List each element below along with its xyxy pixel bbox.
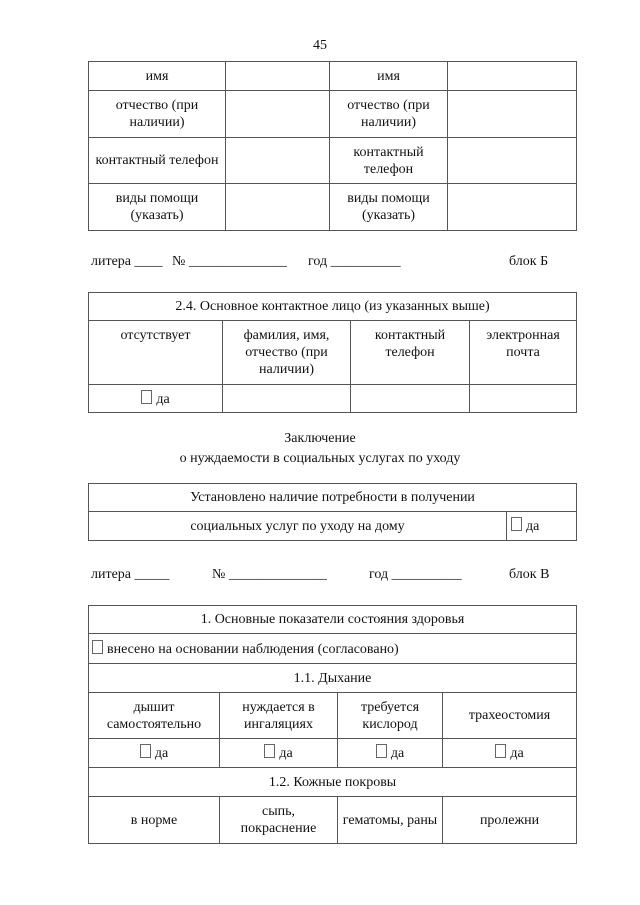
label-name-left: имя	[89, 62, 226, 91]
main-contact-title: 2.4. Основное контактное лицо (из указанных выше)	[89, 293, 577, 321]
header-tracheostomy: трахеостомия	[443, 693, 577, 739]
need-row2: социальных услуг по уходу на дому	[89, 512, 507, 541]
checkbox-label: да	[156, 391, 170, 407]
observation-checkbox-row[interactable]	[89, 634, 577, 664]
checkbox-icon[interactable]	[141, 390, 152, 404]
header-phone: контактный телефон	[351, 321, 470, 385]
need-row1: Установлено наличие потребности в получении	[89, 484, 577, 512]
header-breathes-independently: дышит самостоятельно	[89, 693, 220, 739]
checkbox-icon[interactable]	[376, 744, 387, 758]
label-patronymic-left: отчество (при наличии)	[89, 91, 226, 138]
input-email[interactable]	[470, 385, 577, 413]
year-field-v[interactable]: год __________	[369, 567, 462, 582]
input-patronymic-right[interactable]	[448, 91, 577, 138]
input-name-left[interactable]	[226, 62, 330, 91]
litera-field-v[interactable]: литера _____	[91, 567, 170, 582]
input-name-right[interactable]	[448, 62, 577, 91]
number-field-b[interactable]: № ______________	[172, 254, 287, 269]
header-skin-rash: сыпь, покраснение	[220, 797, 338, 844]
checkbox-label: да	[279, 746, 293, 761]
checkbox-label: да	[390, 746, 405, 761]
conclusion-subtitle: о нуждаемости в социальных услугах по уходу	[179, 451, 461, 466]
checkbox-icon[interactable]	[92, 640, 103, 654]
input-phone-right[interactable]	[448, 138, 577, 184]
checkbox-icon[interactable]	[140, 744, 151, 758]
input-help-left[interactable]	[226, 184, 330, 231]
checkbox-label: да	[154, 746, 169, 761]
header-email: электронная почта	[470, 321, 577, 385]
header-absent: отсутствует	[89, 321, 223, 385]
checkbox-cell-oxygen[interactable]	[338, 739, 443, 768]
label-name-right: имя	[330, 62, 448, 91]
header-skin-bedsores: пролежни	[443, 797, 577, 844]
input-patronymic-left[interactable]	[226, 91, 330, 138]
number-field-v[interactable]: № ______________	[212, 567, 327, 582]
input-phone-left[interactable]	[226, 138, 330, 184]
header-needs-oxygen: требуется кислород	[338, 693, 443, 739]
observation-label: внесено на основании наблюдения (согласовано)	[107, 641, 399, 657]
litera-field-b[interactable]: литера ____	[91, 254, 163, 269]
year-field-b[interactable]: год __________	[308, 254, 401, 269]
label-patronymic-right: отчество (при наличии)	[330, 91, 448, 138]
health-title: 1. Основные показатели состояния здоровья	[89, 606, 577, 634]
input-help-right[interactable]	[448, 184, 577, 231]
input-phone[interactable]	[351, 385, 470, 413]
checkbox-icon[interactable]	[511, 517, 522, 531]
conclusion-title: Заключение	[284, 431, 356, 446]
breathing-title: 1.1. Дыхание	[89, 664, 577, 693]
checkbox-label: да	[526, 519, 540, 534]
header-full-name: фамилия, имя, отчество (при наличии)	[223, 321, 351, 385]
label-phone-left: контактный телефон	[89, 138, 226, 184]
label-help-right: виды помощи (указать)	[330, 184, 448, 231]
relatives-table	[88, 61, 577, 231]
checkbox-icon[interactable]	[495, 744, 506, 758]
checkbox-icon[interactable]	[264, 744, 275, 758]
absent-checkbox-cell[interactable]	[89, 385, 223, 413]
need-checkbox-cell[interactable]	[507, 512, 577, 541]
page-number: 45	[313, 38, 327, 53]
header-skin-normal: в норме	[89, 797, 220, 844]
health-table	[88, 605, 577, 844]
checkbox-cell-inhalation[interactable]	[220, 739, 338, 768]
block-label-v: блок В	[509, 567, 550, 582]
skin-title: 1.2. Кожные покровы	[89, 768, 577, 797]
checkbox-cell-breathes[interactable]	[89, 739, 220, 768]
header-needs-inhalation: нуждается в ингаляциях	[220, 693, 338, 739]
checkbox-cell-tracheostomy[interactable]	[443, 739, 577, 768]
block-label-b: блок Б	[509, 254, 549, 269]
header-skin-hematomas: гематомы, раны	[338, 797, 443, 844]
label-help-left: виды помощи (указать)	[89, 184, 226, 231]
label-phone-right: контактный телефон	[330, 138, 448, 184]
main-contact-table	[88, 292, 577, 413]
input-full-name[interactable]	[223, 385, 351, 413]
need-table	[88, 483, 577, 541]
checkbox-label: да	[510, 746, 524, 761]
